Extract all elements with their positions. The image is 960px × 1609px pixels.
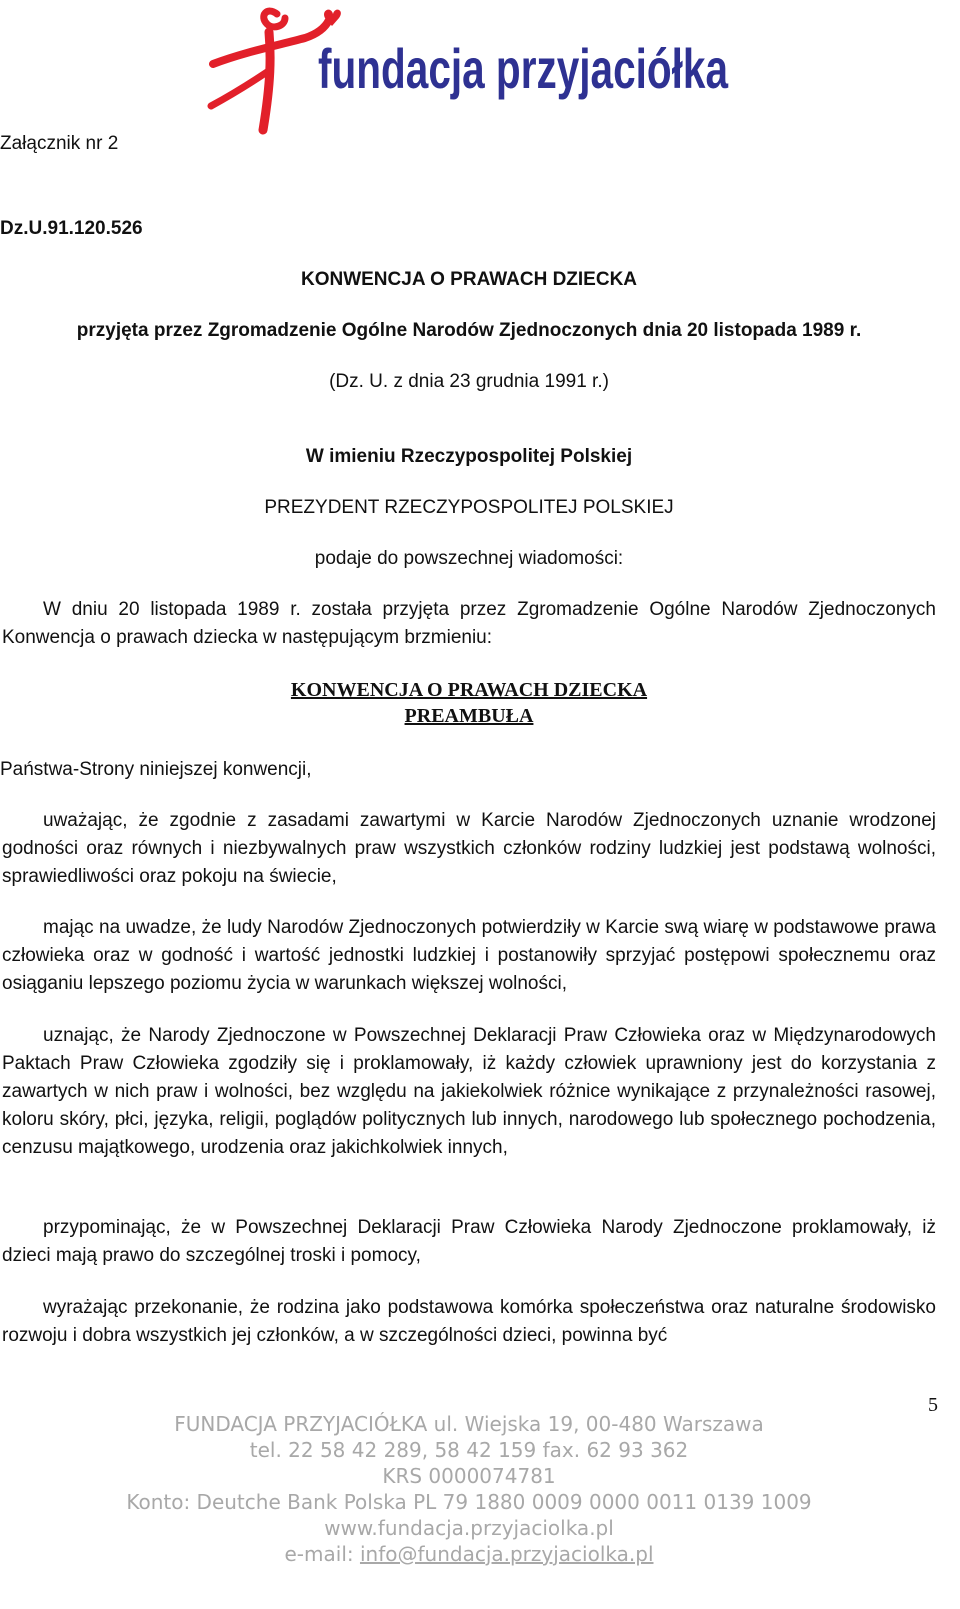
parties-line: Państwa-Strony niniejszej konwencji, bbox=[0, 759, 312, 780]
fundacja-przyjaciolka-logo bbox=[205, 2, 745, 137]
preamble-paragraph-4: przypominając, że w Powszechnej Deklaracji Praw Człowieka Narody Zjednoczone proklamowały, iż dzieci mają prawo do szczególnej troski i pomocy, bbox=[2, 1217, 936, 1266]
page-number: 5 bbox=[928, 1394, 938, 1416]
footer-website: www.fundacja.przyjaciolka.pl bbox=[324, 1516, 614, 1540]
journal-date: (Dz. U. z dnia 23 grudnia 1991 r.) bbox=[329, 371, 609, 392]
footer-address: FUNDACJA PRZYJACIÓŁKA ul. Wiejska 19, 00-480 Warszawa bbox=[174, 1412, 764, 1436]
convention-heading: KONWENCJA O PRAWACH DZIECKA bbox=[290, 679, 648, 701]
announcement-line: podaje do powszechnej wiadomości: bbox=[314, 548, 624, 569]
attachment-label: Załącznik nr 2 bbox=[0, 133, 119, 154]
president-line: PREZYDENT RZECZYPOSPOLITEJ POLSKIEJ bbox=[264, 497, 674, 518]
footer-email-label: e-mail: bbox=[284, 1542, 360, 1566]
on-behalf-line: W imieniu Rzeczypospolitej Polskiej bbox=[305, 446, 633, 467]
footer-bank-account: Konto: Deutche Bank Polska PL 79 1880 0009 0000 0011 0139 1009 bbox=[126, 1490, 812, 1514]
preamble-paragraph-5: wyrażając przekonanie, że rodzina jako podstawowa komórka społeczeństwa oraz naturalne środowisko rozwoju i dobra wszystkich jej członków, a w szczególności dzieci, powinna być bbox=[2, 1297, 936, 1346]
footer-email-link[interactable]: info@fundacja.przyjaciolka.pl bbox=[359, 1542, 654, 1566]
document-title: KONWENCJA O PRAWACH DZIECKA bbox=[300, 269, 638, 290]
footer-krs: KRS 0000074781 bbox=[382, 1464, 556, 1488]
preamble-heading: PREAMBUŁA bbox=[404, 705, 534, 727]
logo-wordmark: fundacja przyjaciółka bbox=[318, 37, 729, 100]
footer-email-line bbox=[0, 1541, 938, 1567]
preamble-paragraph-2: mając na uwadze, że ludy Narodów Zjednoczonych potwierdziły w Karcie swą wiarę w podstawowe prawa człowieka oraz w godność i wartość jednostki ludzkiej i postanowiły sprzyjać postępowi społecznemu oraz osiąganiu lepszego poziomu życia w warunkach większej wolności, bbox=[2, 917, 936, 994]
footer-phone: tel. 22 58 42 289, 58 42 159 fax. 62 93 362 bbox=[249, 1438, 689, 1462]
logo-figure-icon bbox=[205, 2, 745, 137]
preamble-paragraph-1: uważając, że zgodnie z zasadami zawartymi w Karcie Narodów Zjednoczonych uznanie wrodzonej godności oraz równych i niezbywalnych praw wszystkich członków rodziny ludzkiej jest podstawą wolności, sprawiedliwości oraz pokoju na świecie, bbox=[2, 810, 936, 887]
preamble-paragraph-3: uznając, że Narody Zjednoczone w Powszechnej Deklaracji Praw Człowieka oraz w Międzynarodowych Paktach Praw Człowieka zgodziły się i proklamowały, iż każdy człowiek uprawniony jest do korzystania z zawartych w nich praw i wolności, bez względu na jakiekolwiek różnice wynikające z przynależności rasowej, koloru skóry, płci, języka, religii, poglądów politycznych lub innych, narodowego lub społecznego pochodzenia, cenzusu majątkowego, urodzenia oraz jakichkolwiek innych, bbox=[2, 1025, 936, 1158]
intro-paragraph: W dniu 20 listopada 1989 r. została przyjęta przez Zgromadzenie Ogólne Narodów Zjednoczonych Konwencja o prawach dziecka w następującym brzmieniu: bbox=[2, 599, 936, 648]
journal-reference: Dz.U.91.120.526 bbox=[0, 218, 143, 239]
adoption-line: przyjęta przez Zgromadzenie Ogólne Narodów Zjednoczonych dnia 20 listopada 1989 r. bbox=[76, 320, 862, 341]
